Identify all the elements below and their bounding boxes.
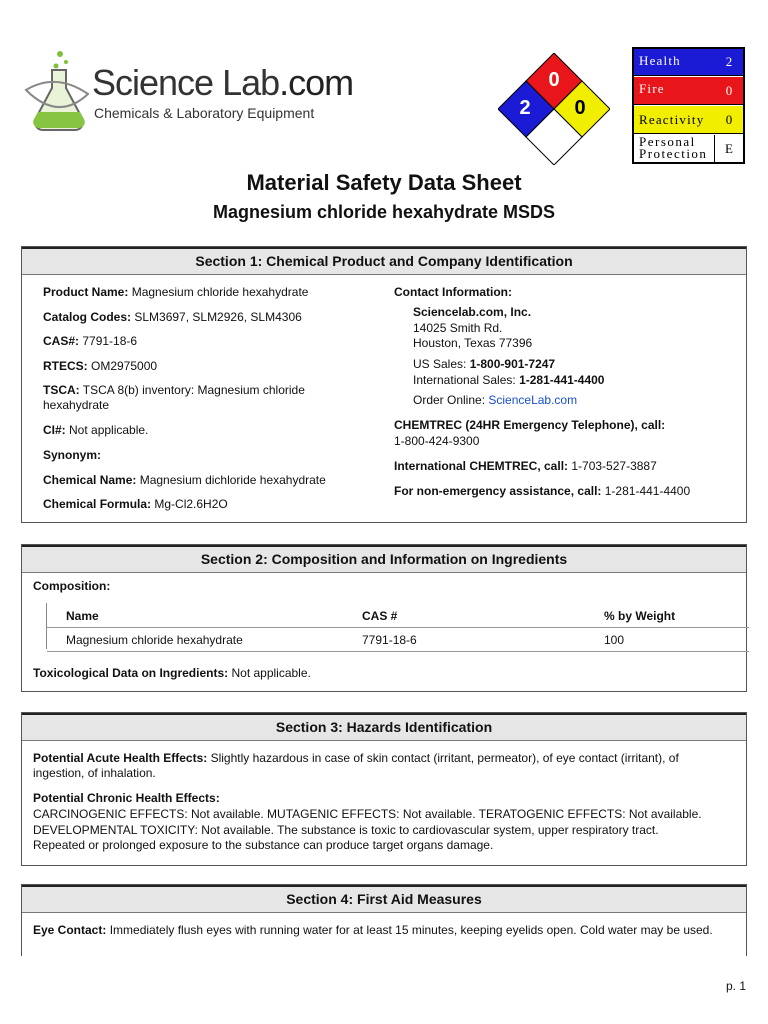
section-4 <box>21 884 747 956</box>
tsca: TSCA: TSCA 8(b) inventory: Magnesium chloride hexahydrate <box>43 383 305 412</box>
section-2-heading: Section 2: Composition and Information on Ingredients <box>22 545 746 573</box>
hmis-label <box>632 47 745 164</box>
section-2 <box>21 544 747 692</box>
ci-number: CI#: Not applicable. <box>43 423 149 437</box>
synonym: Synonym: <box>43 448 102 462</box>
table-cell-weight: 100 <box>604 633 625 647</box>
chemical-formula: Chemical Formula: Mg-Cl2.6H2O <box>43 497 228 511</box>
product-name: Product Name: Magnesium chloride hexahydrate <box>43 285 309 299</box>
international-sales: International Sales: 1-281-441-4400 <box>413 373 605 387</box>
composition-table <box>46 603 749 649</box>
chemical-name: Chemical Name: Magnesium dichloride hexahydrate <box>43 473 326 487</box>
chronic-line-3: Repeated or prolonged exposure to the substance can produce target organs damage. <box>33 838 494 852</box>
acute-health-effects: Potential Acute Health Effects: Slightly hazardous in case of skin contact (irritant, permeator), of eye contact (irritant), of ingestion, of inhalation. <box>33 751 679 780</box>
order-online: Order Online: ScienceLab.com <box>413 393 578 407</box>
hmis-fire-row: Fire 0 <box>634 77 743 105</box>
nfpa-reactivity: 0 <box>574 97 586 119</box>
chemtrec-phone: 1-800-424-9300 <box>394 434 480 448</box>
section-4-heading: Section 4: First Aid Measures <box>22 885 746 913</box>
table-divider <box>47 627 749 628</box>
chronic-line-2: DEVELOPMENTAL TOXICITY: Not available. The substance is toxic to cardiovascular system, upper respiratory tract. <box>33 823 659 837</box>
toxicological-data: Toxicological Data on Ingredients: Not applicable. <box>33 666 311 680</box>
table-cell-cas: 7791-18-6 <box>362 633 417 647</box>
table-bottom-border <box>47 651 749 652</box>
logo-tagline: Chemicals & Laboratory Equipment <box>94 105 315 121</box>
hmis-protection-value: E <box>714 135 743 162</box>
chronic-line-1: CARCINOGENIC EFFECTS: Not available. MUTAGENIC EFFECTS: Not available. TERATOGENIC EFFECTS: Not available. <box>33 807 702 821</box>
table-cell-name: Magnesium chloride hexahydrate <box>66 633 243 647</box>
company-name: Sciencelab.com, Inc. <box>413 305 532 319</box>
table-header-name: Name <box>66 609 99 623</box>
document-title: Material Safety Data Sheet <box>246 170 522 195</box>
nfpa-diamond <box>498 53 610 165</box>
cas-number: CAS#: 7791-18-6 <box>43 334 138 348</box>
hmis-protection-row: Personal Protection E <box>634 135 743 162</box>
hmis-health-value: 2 <box>725 54 733 69</box>
nfpa-health: 2 <box>519 97 531 119</box>
sciencelab-link[interactable]: ScienceLab.com <box>488 393 578 407</box>
section-1-heading: Section 1: Chemical Product and Company Identification <box>22 247 746 275</box>
non-emergency-assistance: For non-emergency assistance, call: 1-281-441-4400 <box>394 484 691 498</box>
catalog-codes: Catalog Codes: SLM3697, SLM2926, SLM4306 <box>43 310 302 324</box>
section-3-heading: Section 3: Hazards Identification <box>22 713 746 741</box>
logo-brand: Science Lab.com <box>92 62 354 103</box>
table-header-cas: CAS # <box>362 609 398 623</box>
hmis-fire-value: 0 <box>725 82 733 98</box>
composition-label: Composition: <box>33 579 111 593</box>
hmis-reactivity-value: 0 <box>725 111 733 127</box>
us-sales: US Sales: 1-800-901-7247 <box>413 357 556 371</box>
section-3 <box>21 712 747 866</box>
nfpa-flammability: 0 <box>548 69 560 91</box>
address-line-2: Houston, Texas 77396 <box>413 336 533 350</box>
section-1 <box>21 246 747 523</box>
document-subtitle: Magnesium chloride hexahydrate MSDS <box>212 202 556 222</box>
chronic-health-effects-label: Potential Chronic Health Effects: <box>33 791 220 805</box>
hmis-reactivity-row: Reactivity 0 <box>634 106 743 134</box>
table-header-weight: % by Weight <box>604 609 676 623</box>
address-line-1: 14025 Smith Rd. <box>413 321 503 335</box>
flask-icon <box>26 51 88 130</box>
eye-contact: Eye Contact: Immediately flush eyes with running water for at least 15 minutes, keeping eyelids open. Cold water may be used. <box>33 923 713 937</box>
hmis-health-row: Health 2 <box>634 49 743 76</box>
page-number: p. 1 <box>725 979 746 993</box>
chemtrec-label: CHEMTREC (24HR Emergency Telephone), call: <box>394 418 666 432</box>
contact-info-label: Contact Information: <box>394 285 512 299</box>
international-chemtrec: International CHEMTREC, call: 1-703-527-3887 <box>394 459 657 473</box>
rtecs: RTECS: OM2975000 <box>43 359 158 373</box>
